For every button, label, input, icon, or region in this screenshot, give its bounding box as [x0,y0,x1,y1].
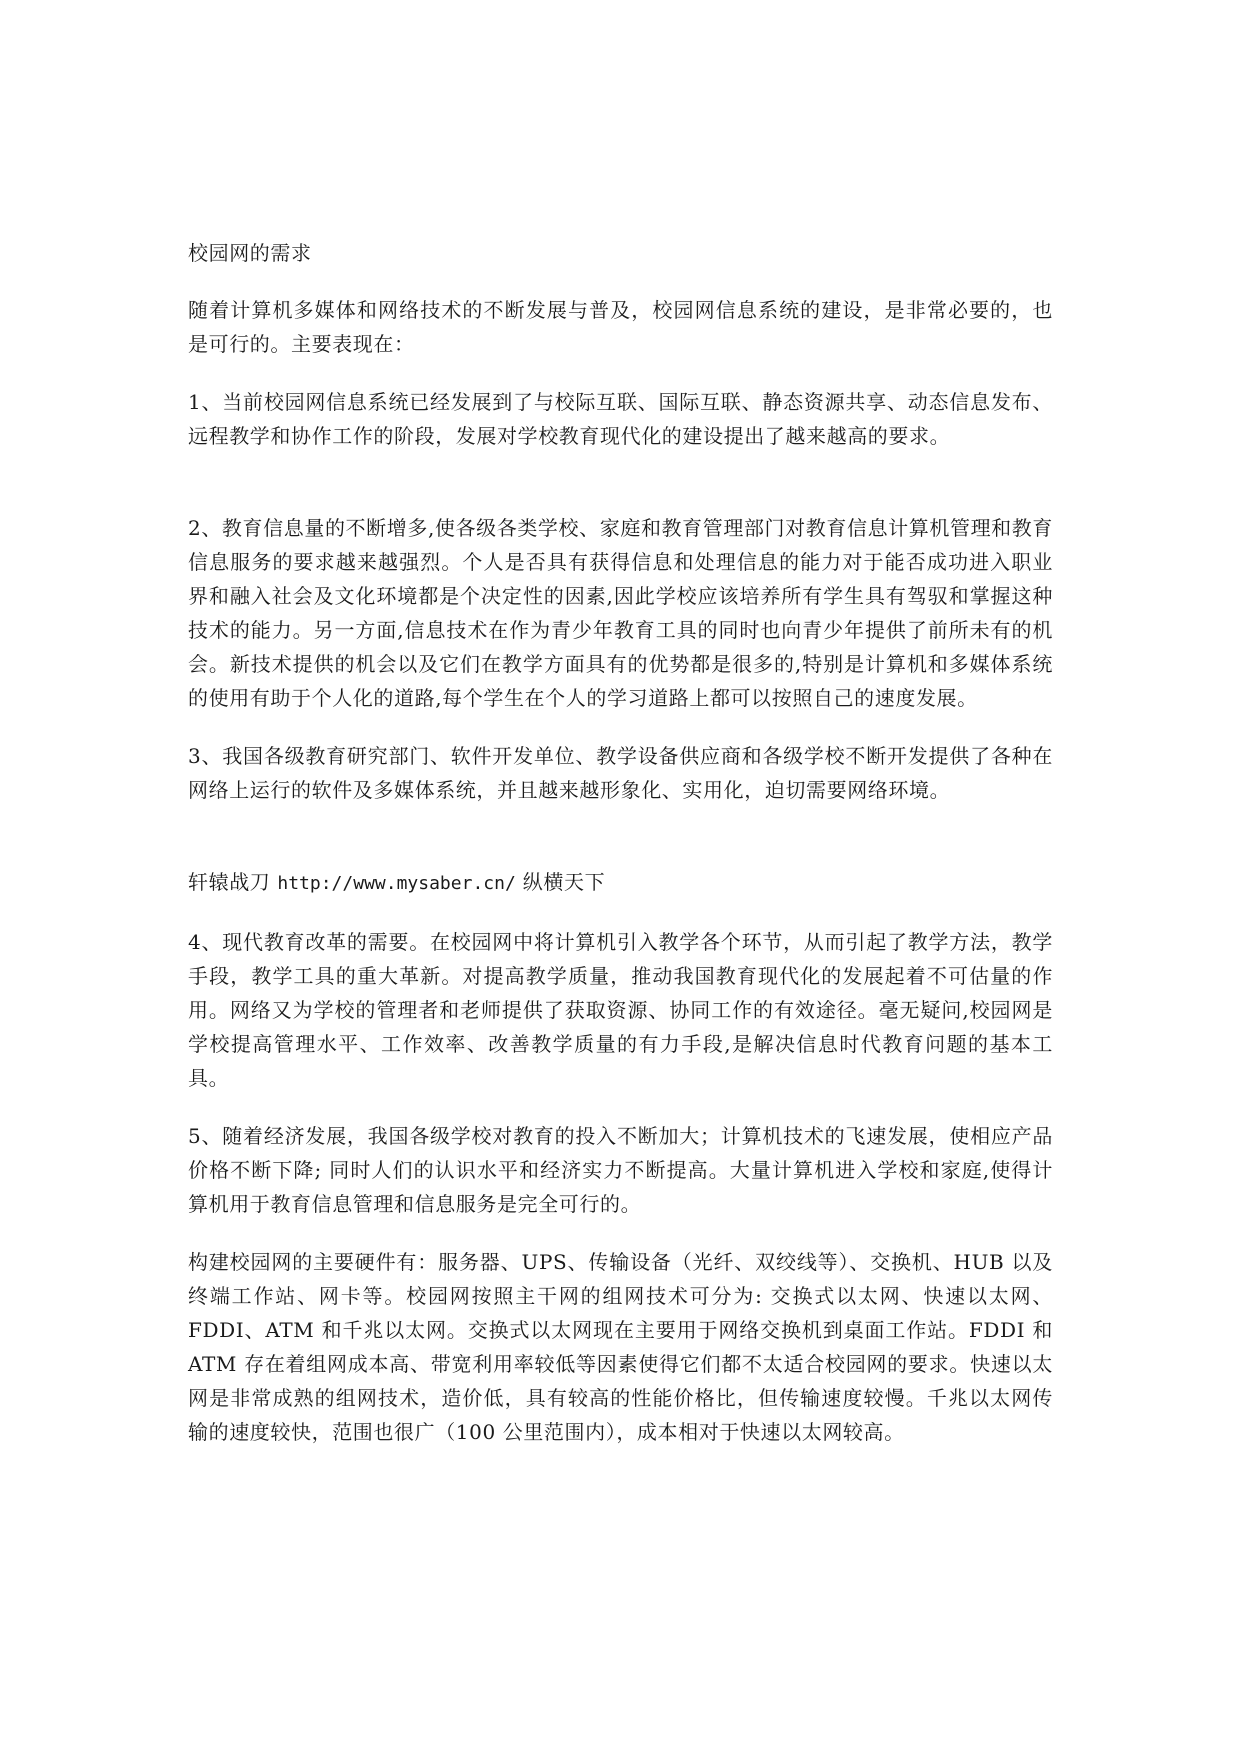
source-line [188,865,1053,901]
point-4-paragraph: 4、现代教育改革的需要。在校园网中将计算机引入教学各个环节，从而引起了教学方法，教学手段，教学工具的重大革新。对提高教学质量，推动我国教育现代化的发展起着不可估量的作用。网络又为学校的管理者和老师提供了获取资源、协同工作的有效途径。毫无疑问,校园网是学校提高管理水平、工作效率、改善教学质量的有力手段,是解决信息时代教育问题的基本工具。 [188,930,1053,1090]
point-2-paragraph: 2、教育信息量的不断增多,使各级各类学校、家庭和教育管理部门对教育信息计算机管理和教育信息服务的要求越来越强烈。个人是否具有获得信息和处理信息的能力对于能否成功进入职业界和融入社会及文化环境都是个决定性的因素,因此学校应该培养所有学生具有驾驭和掌握这种技术的能力。另一方面,信息技术在作为青少年教育工具的同时也向青少年提供了前所未有的机会。新技术提供的机会以及它们在教学方面具有的优势都是很多的,特别是计算机和多媒体系统的使用有助于个人化的道路,每个学生在个人的学习道路上都可以按照自己的速度发展。 [188,516,1053,710]
hardware-paragraph: 构建校园网的主要硬件有：服务器、UPS、传输设备（光纤、双绞线等）、交换机、HUB 以及终端工作站、网卡等。校园网按照主干网的组网技术可分为: 交换式以太网、快速以太网、FDDI、ATM 和千兆以太网。交换式以太网现在主要用于网络交换机到桌面工作站。FDDI 和 ATM 存在着组网成本高、带宽利用率较低等因素使得它们都不太适合校园网的要求。快速以太网是非常成熟的组网技术，造价低，具有较高的性能价格比，但传输速度较慢。千兆以太网传输的速度较快，范围也很广（100 公里范围内），成本相对于快速以太网较高。 [188,1250,1053,1444]
point-3-paragraph: 3、我国各级教育研究部门、软件开发单位、教学设备供应商和各级学校不断开发提供了各种在网络上运行的软件及多媒体系统，并且越来越形象化、实用化，迫切需要网络环境。 [188,744,1053,802]
document-title: 校园网的需求 [188,241,312,265]
point-1-paragraph: 1、当前校园网信息系统已经发展到了与校际互联、国际互联、静态资源共享、动态信息发布、远程教学和协作工作的阶段，发展对学校教育现代化的建设提出了越来越高的要求。 [188,390,1053,448]
source-url-link[interactable]: http://www.mysaber.cn/ [277,873,516,894]
document-body [188,236,1053,1449]
intro-paragraph: 随着计算机多媒体和网络技术的不断发展与普及，校园网信息系统的建设，是非常必要的，也是可行的。主要表现在： [188,298,1053,356]
point-5-paragraph: 5、随着经济发展，我国各级学校对教育的投入不断加大；计算机技术的飞速发展，使相应产品价格不断下降; 同时人们的认识水平和经济实力不断提高。大量计算机进入学校和家庭,使得计算机用于教育信息管理和信息服务是完全可行的。 [188,1124,1053,1216]
source-suffix: 纵横天下 [522,870,606,894]
source-prefix: 轩辕战刀 [188,870,271,894]
